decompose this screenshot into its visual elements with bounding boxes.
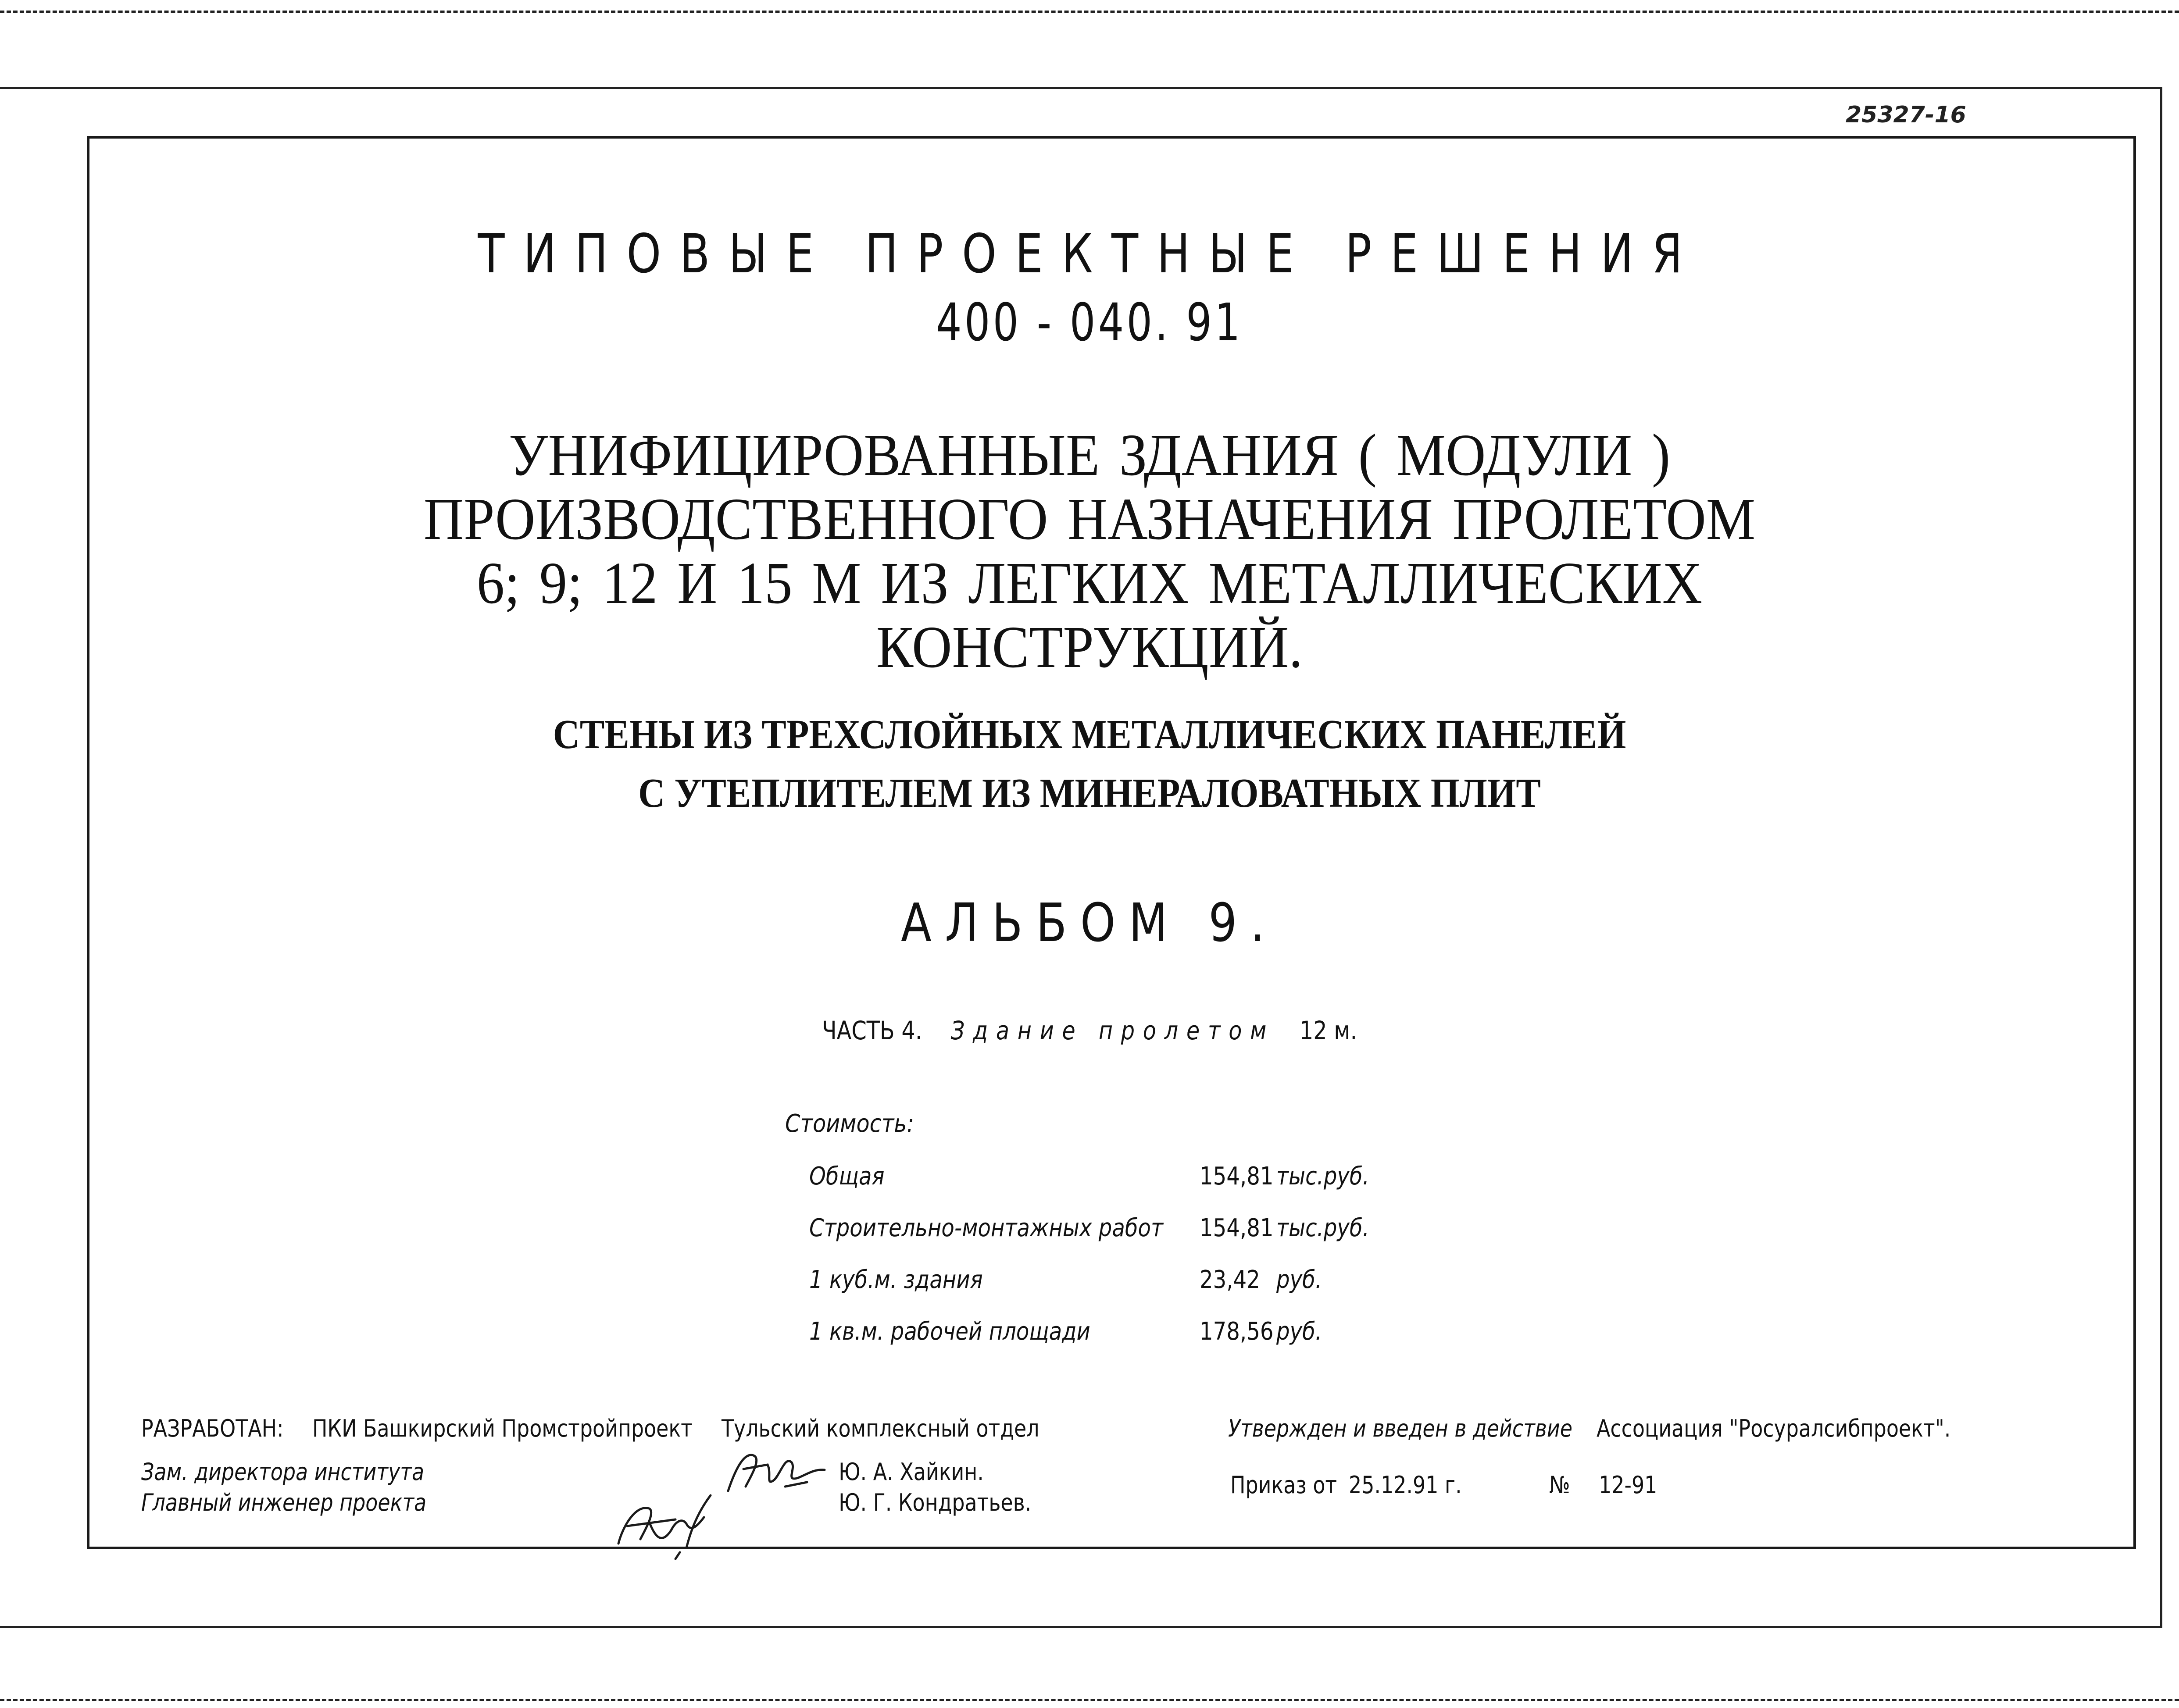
cost-value: 23,42 (1200, 1266, 1260, 1294)
subtitle-line: СТЕНЫ ИЗ ТРЕХСЛОЙНЫХ МЕТАЛЛИЧЕСКИХ ПАНЕЛЕЙ (553, 712, 1626, 757)
part-text: Здание пролетом (950, 1016, 1275, 1045)
series-title: ТИПОВЫЕ ПРОЕКТНЫЕ РЕШЕНИЯ (478, 223, 1701, 285)
part-line (164, 1016, 2016, 1045)
department-name: Тульский комплексный отдел (722, 1415, 1039, 1442)
role-chief-engineer: Главный инженер проекта (141, 1489, 427, 1516)
main-title-line: УНИФИЦИРОВАННЫЕ ЗДАНИЯ ( МОДУЛИ ) (508, 422, 1671, 488)
order-number: 12-91 (1599, 1471, 1657, 1499)
cost-value: 178,56 (1200, 1317, 1274, 1346)
cost-unit: руб. (1276, 1266, 1322, 1294)
cost-label: 1 кв.м. рабочей площади (809, 1317, 1090, 1346)
album-title: АЛЬБОМ 9. (901, 893, 1278, 954)
cost-row (0, 1317, 2179, 1352)
cost-row (0, 1214, 2179, 1249)
top-cut-line (0, 11, 2179, 13)
cost-value: 154,81 (1200, 1162, 1274, 1191)
cost-row (0, 1266, 2179, 1301)
signatory-name-2: Ю. Г. Кондратьев. (839, 1489, 1032, 1516)
cost-row (0, 1162, 2179, 1197)
series-number: 400 - 040. 91 (936, 292, 1243, 353)
main-title-line: ПРОИЗВОДСТВЕННОГО НАЗНАЧЕНИЯ ПРОЛЕТОМ (423, 486, 1756, 552)
cost-unit: руб. (1276, 1317, 1322, 1346)
developed-label: РАЗРАБОТАН: (141, 1415, 284, 1442)
order-label: Приказ от (1230, 1471, 1337, 1499)
cost-heading: Стоимость: (785, 1109, 914, 1138)
cost-value: 154,81 (1200, 1214, 1274, 1242)
cost-unit: тыс.руб. (1276, 1162, 1369, 1191)
cost-label: 1 куб.м. здания (809, 1266, 983, 1294)
signatory-name-1: Ю. А. Хайкин. (839, 1458, 984, 1486)
cost-unit: тыс.руб. (1276, 1214, 1369, 1242)
main-title-line: КОНСТРУКЦИЙ. (876, 614, 1303, 680)
association-name: Ассоциация "Росуралсибпроект". (1597, 1415, 1951, 1442)
part-span: 12 м. (1299, 1016, 1357, 1045)
part-label: ЧАСТЬ 4. (822, 1016, 922, 1045)
role-deputy-director: Зам. директора института (141, 1458, 425, 1486)
signature-1 (719, 1438, 833, 1508)
order-date: 25.12.91 г. (1349, 1471, 1462, 1499)
bottom-cut-line (0, 1699, 2179, 1701)
subtitle-line: С УТЕПЛИТЕЛЕМ ИЗ МИНЕРАЛОВАТНЫХ ПЛИТ (638, 770, 1541, 816)
subtitle (109, 705, 2070, 823)
developer-name: ПКИ Башкирский Промстройпроект (312, 1415, 693, 1442)
cost-label: Строительно-монтажных работ (809, 1214, 1164, 1242)
approval-text: Утвержден и введен в действие (1228, 1415, 1572, 1442)
cost-label: Общая (809, 1162, 885, 1191)
sheet-code-mark: 25327-16 (1846, 102, 1966, 128)
main-title (76, 423, 2103, 679)
order-number-label: № (1549, 1471, 1570, 1499)
main-title-line: 6; 9; 12 И 15 М ИЗ ЛЕГКИХ МЕТАЛЛИЧЕСКИХ (476, 550, 1703, 616)
signature-2 (610, 1478, 724, 1565)
